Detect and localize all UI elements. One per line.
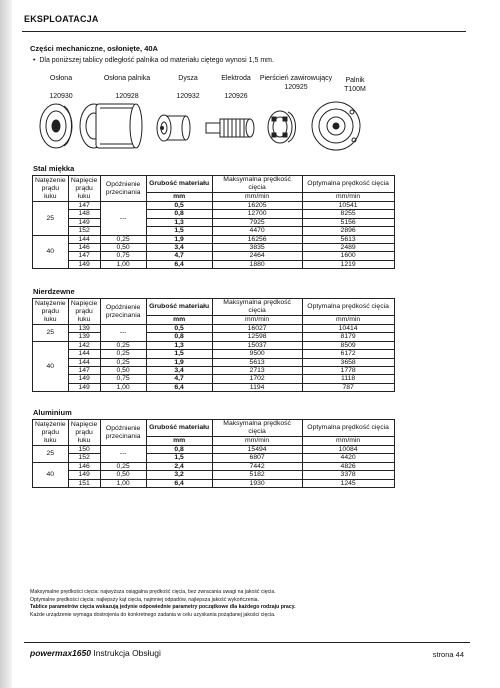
cell-thickness: 1,5 (146, 350, 212, 358)
unit-mm: mm (146, 437, 212, 446)
doc-name: Instrukcja Obsługi (93, 648, 161, 658)
cell-thickness: 4,7 (146, 375, 212, 383)
part-name: Osłona palnika (103, 75, 151, 82)
table-row (33, 210, 395, 218)
unit-mm: mm (146, 193, 212, 202)
cell-current: 40 (33, 462, 69, 487)
cell-opt-speed: 8255 (302, 210, 394, 218)
bullet-text: Dla poniższej tablicy odległość palnika od materiału ciętego wynosi 1,5 mm. (39, 57, 274, 64)
cell-opt-speed: 1118 (302, 375, 394, 383)
cell-max-speed: 12598 (212, 333, 302, 341)
cell-thickness: 2,4 (146, 462, 212, 470)
cell-max-speed: 2713 (212, 367, 302, 375)
part-shield (30, 74, 92, 101)
part-code: 120932 (176, 93, 200, 100)
binding-shadow (0, 0, 12, 688)
cell-thickness: 0,8 (146, 210, 212, 218)
cell-thickness: 1,3 (146, 341, 212, 349)
cell-current: 40 (33, 235, 69, 269)
cell-opt-speed: 5613 (302, 235, 394, 243)
cell-max-speed: 15494 (212, 446, 302, 454)
cell-thickness: 4,7 (146, 252, 212, 260)
cell-opt-speed: 2489 (302, 244, 394, 252)
table-row (33, 454, 395, 462)
table-row (33, 383, 395, 391)
cell-delay: --- (100, 446, 146, 463)
cell-delay: 0,25 (100, 235, 146, 243)
part-name: Elektroda (221, 75, 251, 82)
cell-max-speed: 12700 (212, 210, 302, 218)
part-name: Osłona (49, 75, 73, 82)
cell-opt-speed: 1245 (302, 479, 394, 487)
cell-thickness: 1,9 (146, 235, 212, 243)
table-row (33, 367, 395, 375)
cell-opt-speed: 2896 (302, 227, 394, 235)
table-row (33, 333, 395, 341)
cell-voltage: 151 (68, 479, 100, 487)
unit-speed: mm/min (302, 193, 394, 202)
col-header-voltage: Napięcie prądu łuku (68, 176, 100, 202)
cell-thickness: 6,4 (146, 260, 212, 268)
cell-delay: --- (100, 202, 146, 236)
cell-opt-speed: 10414 (302, 325, 394, 333)
cell-thickness: 3,4 (146, 244, 212, 252)
cell-opt-speed: 3658 (302, 358, 394, 366)
cell-voltage: 144 (68, 358, 100, 366)
table-row (33, 462, 395, 470)
header-row (33, 420, 395, 437)
cell-voltage: 147 (68, 367, 100, 375)
table-title-mild-steel: Stal miękka (33, 164, 75, 173)
cell-max-speed: 16256 (212, 235, 302, 243)
cell-max-speed: 4470 (212, 227, 302, 235)
cell-voltage: 144 (68, 235, 100, 243)
part-torch-shield (86, 74, 168, 101)
table-row (33, 471, 395, 479)
note-line: Optymalne prędkości cięcia: najlepszy kąt cięcia, najmniej odpadów, najlepsza jakość wykończenia. (30, 596, 259, 603)
cell-max-speed: 5613 (212, 358, 302, 366)
table-row (33, 375, 395, 383)
part-swirl-ring (254, 74, 338, 92)
col-header-thickness: Grubość materiału (146, 299, 212, 316)
unit-speed: mm/min (212, 437, 302, 446)
table-row (33, 218, 395, 226)
cell-opt-speed: 3378 (302, 471, 394, 479)
col-header-delay: Opóźnienie przecinania (100, 420, 146, 446)
cell-thickness: 0,5 (146, 325, 212, 333)
footer-rule (24, 642, 470, 643)
cell-opt-speed: 8509 (302, 341, 394, 349)
note-line: Każde urządzenie wymaga dostrojenia do konkretnego zadania w celu uzyskania pożądanej jakości cięcia. (30, 611, 276, 618)
cell-opt-speed: 10084 (302, 446, 394, 454)
cell-delay: 0,25 (100, 341, 146, 349)
col-header-max-speed: Maksymalna prędkość cięcia (212, 299, 302, 316)
cell-voltage: 139 (68, 325, 100, 333)
table-row (33, 202, 395, 210)
cell-delay: 0,25 (100, 462, 146, 470)
electrode-drawing (206, 119, 254, 137)
cell-delay: 1,00 (100, 383, 146, 391)
cell-opt-speed: 1219 (302, 260, 394, 268)
cell-voltage: 152 (68, 454, 100, 462)
cell-max-speed: 1930 (212, 479, 302, 487)
cell-voltage: 146 (68, 462, 100, 470)
cell-delay: --- (100, 325, 146, 342)
cell-delay: 0,75 (100, 252, 146, 260)
cell-opt-speed: 4826 (302, 462, 394, 470)
brand-name: powermax1650 (30, 648, 91, 658)
cell-opt-speed: 10541 (302, 202, 394, 210)
cell-max-speed: 9500 (212, 350, 302, 358)
table-row (33, 325, 395, 333)
col-header-opt-speed: Optymalna prędkość cięcia (302, 420, 394, 437)
cell-voltage: 146 (68, 244, 100, 252)
swirl-ring-drawing (268, 111, 296, 143)
cut-table-stainless (32, 298, 395, 392)
cell-voltage: 149 (68, 218, 100, 226)
unit-speed: mm/min (302, 316, 394, 325)
torch-shield-drawing (80, 104, 142, 148)
col-header-voltage: Napięcie prądu łuku (68, 299, 100, 325)
cell-delay: 0,25 (100, 350, 146, 358)
cut-table-aluminium (32, 419, 395, 488)
cell-delay: 1,00 (100, 479, 146, 487)
cell-opt-speed: 787 (302, 383, 394, 391)
cell-thickness: 1,3 (146, 218, 212, 226)
cell-voltage: 149 (68, 260, 100, 268)
cell-current: 40 (33, 341, 69, 391)
col-header-thickness: Grubość materiału (146, 176, 212, 193)
unit-speed: mm/min (212, 193, 302, 202)
table-row (33, 446, 395, 454)
cell-opt-speed: 8179 (302, 333, 394, 341)
table-row (33, 260, 395, 268)
cell-thickness: 3,4 (146, 367, 212, 375)
unit-speed: mm/min (212, 316, 302, 325)
cell-max-speed: 3835 (212, 244, 302, 252)
note-line: Tablice parametrów cięcia wskazują jedynie odpowiednie parametry początkowe dla każdego rodzaju pracy. (30, 604, 296, 611)
col-header-delay: Opóźnienie przecinania (100, 299, 146, 325)
cell-max-speed: 15037 (212, 341, 302, 349)
bullet-icon: • (33, 57, 40, 64)
cell-voltage: 149 (68, 375, 100, 383)
cell-delay: 0,50 (100, 244, 146, 252)
section-heading: EKSPLOATACJA (24, 14, 99, 24)
part-code: 120925 (284, 84, 308, 91)
col-header-current: Natężenie prądu łuku (33, 176, 69, 202)
note-line: Maksymalne prędkości cięcia: najwyższa osiągalna prędkość cięcia, bez zwracania uwagi na jakość cięcia. (30, 589, 276, 595)
cell-current: 25 (33, 446, 69, 463)
cell-thickness: 0,8 (146, 446, 212, 454)
cell-thickness: 0,5 (146, 202, 212, 210)
header-row (33, 299, 395, 316)
page-subtitle: Części mechaniczne, osłonięte, 40A (30, 44, 158, 53)
cell-voltage: 147 (68, 252, 100, 260)
col-header-thickness: Grubość materiału (146, 420, 212, 437)
table-row (33, 479, 395, 487)
cell-voltage: 139 (68, 333, 100, 341)
cell-delay: 0,50 (100, 471, 146, 479)
cell-voltage: 144 (68, 350, 100, 358)
unit-mm: mm (146, 316, 212, 325)
part-code: 120930 (49, 93, 73, 100)
cell-thickness: 6,4 (146, 479, 212, 487)
cell-max-speed: 1880 (212, 260, 302, 268)
cell-voltage: 148 (68, 210, 100, 218)
table-title-aluminium: Aluminium (33, 408, 72, 417)
header-row (33, 176, 395, 193)
cell-delay: 1,00 (100, 260, 146, 268)
cell-thickness: 0,8 (146, 333, 212, 341)
table-row (33, 358, 395, 366)
col-header-opt-speed: Optymalna prędkość cięcia (302, 176, 394, 193)
cell-max-speed: 16027 (212, 325, 302, 333)
cell-thickness: 3,2 (146, 471, 212, 479)
cell-delay: 0,50 (100, 367, 146, 375)
cell-voltage: 149 (68, 471, 100, 479)
cell-max-speed: 5182 (212, 471, 302, 479)
part-name: Palnik T100M (344, 77, 366, 93)
bullet-note (33, 57, 274, 64)
torch-drawing (312, 102, 360, 150)
part-code: 120928 (115, 93, 139, 100)
cell-max-speed: 1702 (212, 375, 302, 383)
cell-thickness: 1,5 (146, 454, 212, 462)
cell-thickness: 1,9 (146, 358, 212, 366)
unit-speed: mm/min (302, 437, 394, 446)
cell-delay: 0,75 (100, 375, 146, 383)
cell-delay: 0,25 (100, 358, 146, 366)
cell-thickness: 6,4 (146, 383, 212, 391)
nozzle-drawing (157, 115, 190, 141)
cell-opt-speed: 5156 (302, 218, 394, 226)
cell-max-speed: 16205 (212, 202, 302, 210)
footer-brand (30, 648, 161, 658)
col-header-voltage: Napięcie prądu łuku (68, 420, 100, 446)
parts-illustration (36, 100, 366, 152)
cell-opt-speed: 6172 (302, 350, 394, 358)
col-header-delay: Opóźnienie przecinania (100, 176, 146, 202)
col-header-max-speed: Maksymalna prędkość cięcia (212, 176, 302, 193)
cell-max-speed: 7925 (212, 218, 302, 226)
part-nozzle (164, 74, 212, 101)
cell-max-speed: 1194 (212, 383, 302, 391)
table-row (33, 235, 395, 243)
cell-max-speed: 2464 (212, 252, 302, 260)
part-name: Dysza (178, 75, 198, 82)
part-name: Pierścień zawirowujący (259, 75, 333, 82)
cell-voltage: 150 (68, 446, 100, 454)
cell-opt-speed: 1600 (302, 252, 394, 260)
cell-voltage: 152 (68, 227, 100, 235)
cell-current: 25 (33, 202, 69, 236)
heading-rule (22, 31, 466, 32)
table-title-stainless: Nierdzewne (33, 287, 75, 296)
part-code: 120926 (224, 93, 248, 100)
cell-max-speed: 6807 (212, 454, 302, 462)
part-torch (334, 76, 376, 94)
cell-max-speed: 7442 (212, 462, 302, 470)
cut-table-mild-steel (32, 175, 395, 269)
col-header-max-speed: Maksymalna prędkość cięcia (212, 420, 302, 437)
cell-thickness: 1,5 (146, 227, 212, 235)
table-row (33, 227, 395, 235)
col-header-opt-speed: Optymalna prędkość cięcia (302, 299, 394, 316)
cell-voltage: 147 (68, 202, 100, 210)
col-header-current: Natężenie prądu łuku (33, 299, 69, 325)
table-row (33, 252, 395, 260)
cell-opt-speed: 1778 (302, 367, 394, 375)
table-row (33, 350, 395, 358)
cell-voltage: 142 (68, 341, 100, 349)
shield-drawing (40, 104, 72, 148)
cell-opt-speed: 4420 (302, 454, 394, 462)
col-header-current: Natężenie prądu łuku (33, 420, 69, 446)
page-number: strona 44 (432, 650, 464, 659)
notes (30, 589, 470, 619)
table-row (33, 244, 395, 252)
table-row (33, 341, 395, 349)
cell-current: 25 (33, 325, 69, 342)
cell-voltage: 149 (68, 383, 100, 391)
